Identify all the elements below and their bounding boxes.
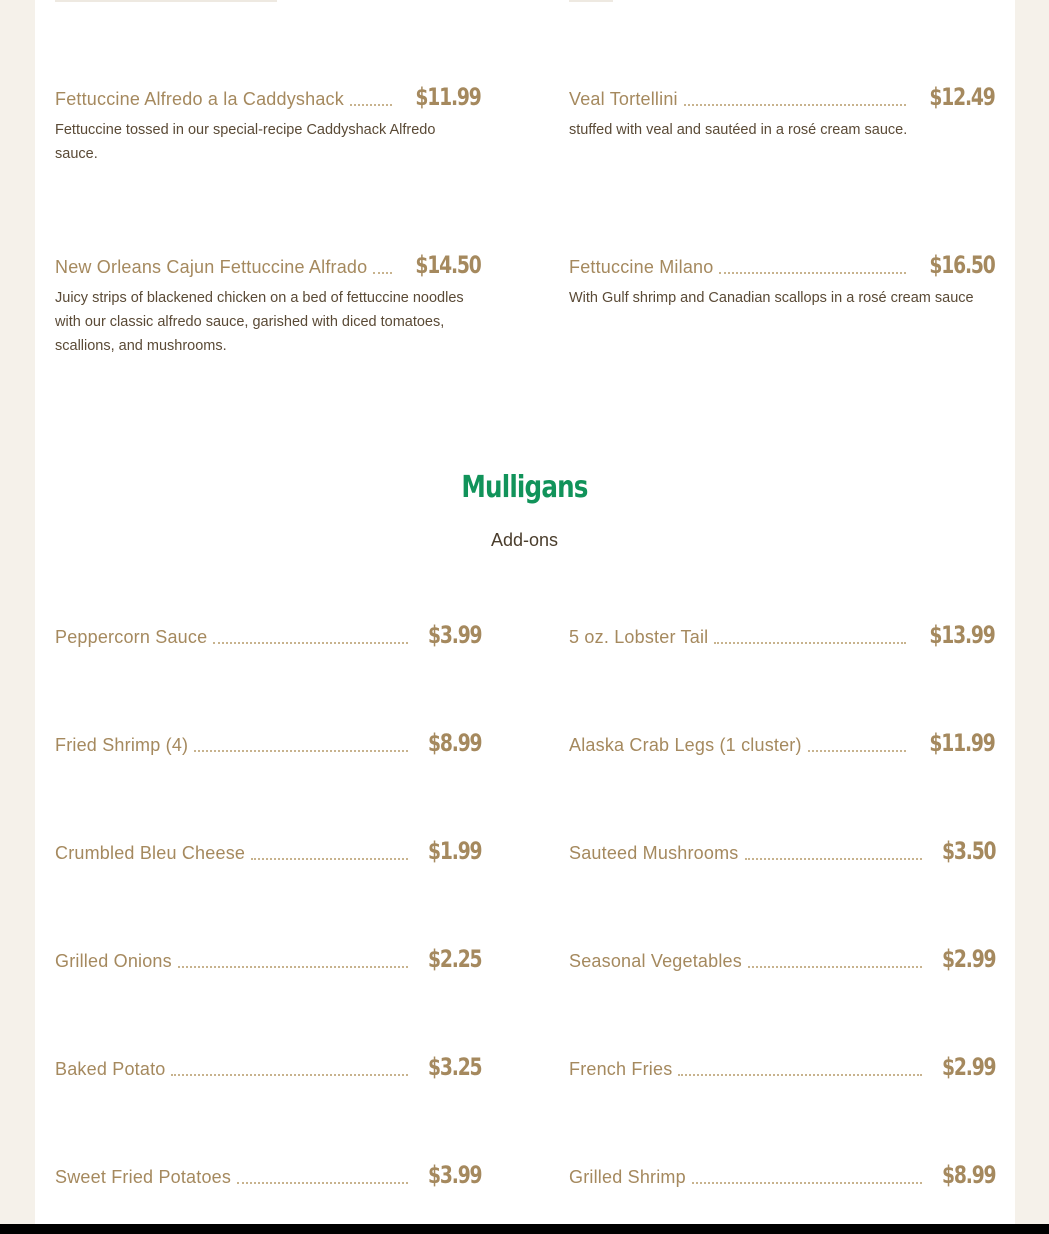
menu-item-price: $12.49	[929, 83, 995, 111]
dot-leader	[178, 964, 408, 968]
addon-item-price: $11.99	[929, 729, 995, 757]
menu-item	[569, 80, 995, 142]
addon-item-name: Grilled Onions	[55, 951, 172, 971]
menu-item	[55, 80, 481, 166]
dot-leader	[194, 748, 407, 752]
menu-item-price: $16.50	[929, 251, 995, 279]
addon-item-price: $8.99	[941, 1161, 995, 1189]
addon-item-price: $13.99	[929, 621, 995, 649]
addon-item-price: $3.50	[941, 837, 995, 865]
addon-item-price: $2.99	[941, 1053, 995, 1081]
menu-item-description: With Gulf shrimp and Canadian scallops in a rosé cream sauce	[569, 290, 974, 306]
addon-item-name: Fried Shrimp (4)	[55, 735, 189, 755]
dot-leader	[748, 964, 922, 968]
menu-item	[569, 248, 995, 310]
dot-leader	[714, 640, 906, 644]
addon-item-name: Grilled Shrimp	[569, 1167, 686, 1187]
addon-item-price: $8.99	[427, 729, 481, 757]
addon-item	[55, 1158, 481, 1188]
dot-leader	[171, 1072, 407, 1076]
section-subtitle: Add-ons	[490, 530, 559, 550]
addon-item	[55, 726, 481, 756]
menu-item-name: Fettuccine Alfredo a la Caddyshack	[55, 89, 344, 109]
clipped-previous-text	[569, 0, 613, 2]
addon-item	[569, 1158, 995, 1188]
addon-item-price: $2.25	[427, 945, 481, 973]
clipped-previous-text	[55, 0, 277, 2]
menu-item-price: $14.50	[415, 251, 481, 279]
dot-leader	[719, 270, 906, 274]
dot-leader	[350, 102, 392, 106]
addon-item-price: $3.25	[427, 1053, 481, 1081]
addon-item	[569, 942, 995, 972]
menu-item-name: New Orleans Cajun Fettuccine Alfrado	[55, 257, 368, 277]
addon-item-name: French Fries	[569, 1059, 673, 1079]
addon-item-price: $1.99	[427, 837, 481, 865]
addon-item-name: Seasonal Vegetables	[569, 951, 742, 971]
dot-leader	[213, 640, 407, 644]
addon-item-name: Alaska Crab Legs (1 cluster)	[569, 735, 802, 755]
menu-item-name: Fettuccine Milano	[569, 257, 714, 277]
addon-item-name: Sauteed Mushrooms	[569, 843, 739, 863]
addon-item-name: Baked Potato	[55, 1059, 166, 1079]
dot-leader	[251, 856, 407, 860]
menu-item-name: Veal Tortellini	[569, 89, 678, 109]
addon-item	[569, 834, 995, 864]
addon-item	[569, 618, 995, 648]
menu-item-description: Juicy strips of blackened chicken on a bed of fettuccine noodles with our classic alfredo sauce, garished with diced tomatoes, scallions, and mushrooms.	[55, 290, 464, 354]
addon-item-name: Sweet Fried Potatoes	[55, 1167, 232, 1187]
menu-item-description: Fettuccine tossed in our special-recipe Caddyshack Alfredo sauce.	[55, 122, 436, 162]
dot-leader	[745, 856, 922, 860]
section-title: Mulligans	[461, 470, 588, 505]
dot-leader	[808, 748, 907, 752]
addon-item-price: $2.99	[941, 945, 995, 973]
addon-item-price: $3.99	[427, 621, 481, 649]
addon-item-name: Peppercorn Sauce	[55, 627, 208, 647]
addon-item	[55, 942, 481, 972]
addon-item	[55, 834, 481, 864]
addon-item	[569, 1050, 995, 1080]
menu-item	[55, 248, 481, 358]
addon-item-price: $3.99	[427, 1161, 481, 1189]
dot-leader	[684, 102, 907, 106]
menu-card	[35, 0, 1015, 1224]
addon-item	[55, 618, 481, 648]
menu-item-price: $11.99	[415, 83, 481, 111]
addon-item	[55, 1050, 481, 1080]
dot-leader	[692, 1180, 922, 1184]
addon-item	[569, 726, 995, 756]
dot-leader	[237, 1180, 407, 1184]
addon-item-name: Crumbled Bleu Cheese	[55, 843, 246, 863]
menu-item-description: stuffed with veal and sautéed in a rosé cream sauce.	[569, 122, 908, 138]
bottom-bar	[0, 1224, 1049, 1234]
dot-leader	[678, 1072, 921, 1076]
dot-leader	[373, 270, 392, 274]
addon-item-name: 5 oz. Lobster Tail	[569, 627, 709, 647]
